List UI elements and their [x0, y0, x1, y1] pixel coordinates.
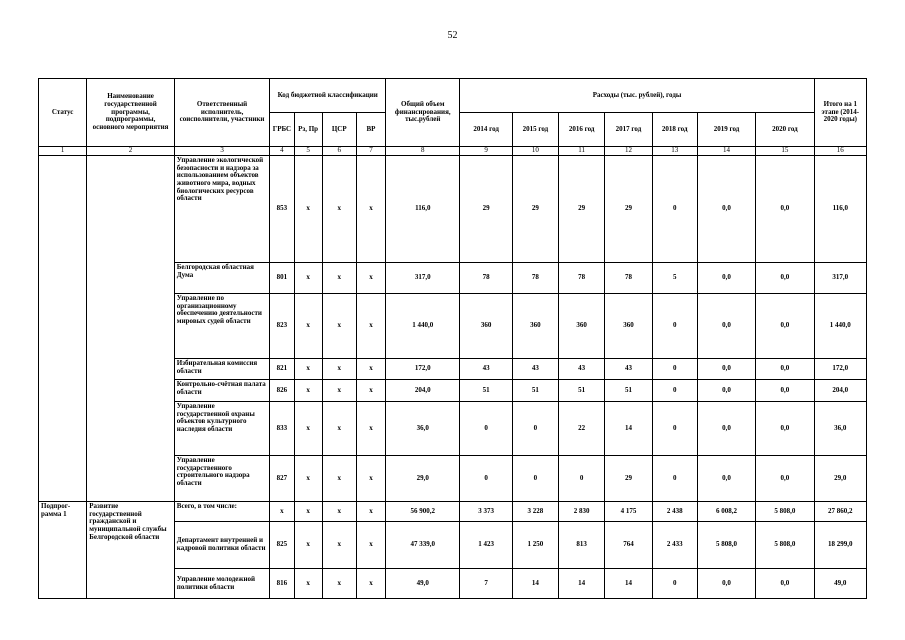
table-row: [39, 156, 867, 263]
rz-cell: х: [294, 156, 322, 263]
executor-cell: Избирательная комиссия области: [174, 359, 270, 380]
year-cell: 360: [559, 294, 605, 359]
year-cell: 43: [512, 359, 558, 380]
executor-cell: Управление молодежной политики области: [174, 569, 270, 599]
stage-total-cell: 1 440,0: [814, 294, 866, 359]
year-cell: 0: [652, 456, 697, 502]
executor-cell: Управление экологической безопасности и надзора за использованием объектов животного мира, водных биологических ресурсов области: [174, 156, 270, 263]
header-csr: ЦСР: [322, 113, 356, 147]
year-cell: 29: [559, 156, 605, 263]
csr-cell: х: [322, 263, 356, 294]
year-cell: 0: [460, 402, 512, 456]
status-cell: [39, 156, 87, 502]
year-cell: 5 808,0: [697, 522, 755, 569]
year-cell: 14: [559, 569, 605, 599]
year-cell: 0: [652, 380, 697, 402]
header-total-stage: Итого на 1 этапе (2014-2020 годы): [814, 79, 866, 147]
header-status: Статус: [39, 79, 87, 147]
program-cell: [87, 156, 175, 502]
total-cell: 47 339,0: [386, 522, 460, 569]
header-executor: Ответственный исполнитель, соисполнители, участники: [174, 79, 270, 147]
grbs-cell: 827: [270, 456, 294, 502]
year-cell: 764: [605, 522, 652, 569]
year-cell: 51: [605, 380, 652, 402]
grbs-cell: 826: [270, 380, 294, 402]
vr-cell: х: [356, 569, 385, 599]
header-year: 2014 год: [460, 113, 512, 147]
grbs-cell: 853: [270, 156, 294, 263]
year-cell: 0,0: [697, 294, 755, 359]
column-number: 9: [460, 147, 512, 156]
executor-cell: Управление государственной охраны объектов культурного наследия области: [174, 402, 270, 456]
year-cell: 22: [559, 402, 605, 456]
grbs-cell: 821: [270, 359, 294, 380]
csr-cell: х: [322, 359, 356, 380]
column-number: 4: [270, 147, 294, 156]
header-year: 2018 год: [652, 113, 697, 147]
rz-cell: х: [294, 294, 322, 359]
stage-total-cell: 204,0: [814, 380, 866, 402]
year-cell: 0,0: [756, 359, 814, 380]
total-cell: 317,0: [386, 263, 460, 294]
header-year: 2019 год: [697, 113, 755, 147]
year-cell: 0,0: [697, 456, 755, 502]
year-cell: 0,0: [756, 569, 814, 599]
year-cell: 78: [605, 263, 652, 294]
rz-cell: х: [294, 522, 322, 569]
year-cell: 5 808,0: [756, 522, 814, 569]
year-cell: 14: [605, 569, 652, 599]
year-cell: 43: [605, 359, 652, 380]
header-year: 2020 год: [756, 113, 814, 147]
csr-cell: х: [322, 380, 356, 402]
stage-total-cell: 29,0: [814, 456, 866, 502]
year-cell: 29: [460, 156, 512, 263]
year-cell: 29: [605, 156, 652, 263]
program-cell: Развитие государственной гражданской и муниципальной службы Белгородской области: [87, 502, 175, 599]
year-cell: 0: [652, 402, 697, 456]
year-cell: 0,0: [697, 359, 755, 380]
column-number: 13: [652, 147, 697, 156]
vr-cell: х: [356, 380, 385, 402]
csr-cell: х: [322, 569, 356, 599]
header-program-name: Наименование государственной программы, подпрограммы, основного мероприятия: [87, 79, 175, 147]
year-cell: 14: [605, 402, 652, 456]
year-cell: 813: [559, 522, 605, 569]
year-cell: 14: [512, 569, 558, 599]
year-cell: 360: [460, 294, 512, 359]
vr-cell: х: [356, 456, 385, 502]
header-grbs: ГРБС: [270, 113, 294, 147]
year-cell: 0,0: [697, 402, 755, 456]
rz-cell: х: [294, 380, 322, 402]
budget-table: [38, 78, 867, 599]
header-budget-code: Код бюджетной классификации: [270, 79, 386, 113]
rz-cell: х: [294, 502, 322, 522]
header-vr: ВР: [356, 113, 385, 147]
year-cell: 0,0: [756, 380, 814, 402]
year-cell: 43: [460, 359, 512, 380]
year-cell: 78: [559, 263, 605, 294]
rz-cell: х: [294, 456, 322, 502]
grbs-cell: 825: [270, 522, 294, 569]
column-number: 1: [39, 147, 87, 156]
csr-cell: х: [322, 502, 356, 522]
vr-cell: х: [356, 156, 385, 263]
year-cell: 29: [512, 156, 558, 263]
vr-cell: х: [356, 359, 385, 380]
header-year: 2015 год: [512, 113, 558, 147]
year-cell: 0: [652, 569, 697, 599]
executor-cell: Всего, в том числе:: [174, 502, 270, 522]
column-number: 14: [697, 147, 755, 156]
rz-cell: х: [294, 402, 322, 456]
header-year: 2016 год: [559, 113, 605, 147]
vr-cell: х: [356, 402, 385, 456]
year-cell: 2 433: [652, 522, 697, 569]
rz-cell: х: [294, 569, 322, 599]
year-cell: 0,0: [697, 263, 755, 294]
year-cell: 1 250: [512, 522, 558, 569]
year-cell: 0,0: [756, 156, 814, 263]
header-expenses: Расходы (тыс. рублей), годы: [460, 79, 814, 113]
stage-total-cell: 116,0: [814, 156, 866, 263]
year-cell: 0: [652, 359, 697, 380]
year-cell: 5 808,0: [756, 502, 814, 522]
year-cell: 0,0: [756, 294, 814, 359]
grbs-cell: х: [270, 502, 294, 522]
column-number: 5: [294, 147, 322, 156]
executor-cell: Управление по организационному обеспечению деятельности мировых судей области: [174, 294, 270, 359]
year-cell: 7: [460, 569, 512, 599]
year-cell: 3 228: [512, 502, 558, 522]
year-cell: 3 373: [460, 502, 512, 522]
csr-cell: х: [322, 522, 356, 569]
total-cell: 172,0: [386, 359, 460, 380]
column-number: 2: [87, 147, 175, 156]
column-number: 3: [174, 147, 270, 156]
year-cell: 0,0: [697, 156, 755, 263]
column-number: 7: [356, 147, 385, 156]
year-cell: 0,0: [697, 380, 755, 402]
column-number: 11: [559, 147, 605, 156]
total-cell: 49,0: [386, 569, 460, 599]
year-cell: 0,0: [756, 456, 814, 502]
year-cell: 43: [559, 359, 605, 380]
year-cell: 0: [652, 156, 697, 263]
column-number: 10: [512, 147, 558, 156]
total-cell: 56 900,2: [386, 502, 460, 522]
stage-total-cell: 27 860,2: [814, 502, 866, 522]
year-cell: 0,0: [756, 263, 814, 294]
stage-total-cell: 49,0: [814, 569, 866, 599]
header-total-funding: Общий объем финансирования, тыс.рублей: [386, 79, 460, 147]
stage-total-cell: 172,0: [814, 359, 866, 380]
executor-cell: Контрольно-счётная палата области: [174, 380, 270, 402]
column-number: 16: [814, 147, 866, 156]
column-number: 6: [322, 147, 356, 156]
csr-cell: х: [322, 294, 356, 359]
column-number: 15: [756, 147, 814, 156]
year-cell: 360: [512, 294, 558, 359]
header-rz-pr: Рз, Пр: [294, 113, 322, 147]
column-number: 8: [386, 147, 460, 156]
executor-cell: Белгородская областная Дума: [174, 263, 270, 294]
total-cell: 29,0: [386, 456, 460, 502]
year-cell: 0: [652, 294, 697, 359]
page-number: 52: [447, 30, 458, 41]
year-cell: 51: [512, 380, 558, 402]
executor-cell: Управление государственного строительного надзора области: [174, 456, 270, 502]
grbs-cell: 816: [270, 569, 294, 599]
year-cell: 0: [512, 402, 558, 456]
total-cell: 204,0: [386, 380, 460, 402]
year-cell: 51: [460, 380, 512, 402]
csr-cell: х: [322, 402, 356, 456]
status-cell: Подпрог-рамма 1: [39, 502, 87, 599]
year-cell: 0: [559, 456, 605, 502]
year-cell: 0: [512, 456, 558, 502]
year-cell: 6 008,2: [697, 502, 755, 522]
table-row: [39, 502, 867, 522]
year-cell: 78: [460, 263, 512, 294]
stage-total-cell: 18 299,0: [814, 522, 866, 569]
year-cell: 0,0: [756, 402, 814, 456]
year-cell: 78: [512, 263, 558, 294]
csr-cell: х: [322, 456, 356, 502]
total-cell: 1 440,0: [386, 294, 460, 359]
year-cell: 0: [460, 456, 512, 502]
year-cell: 2 438: [652, 502, 697, 522]
year-cell: 1 423: [460, 522, 512, 569]
rz-cell: х: [294, 359, 322, 380]
executor-cell: Департамент внутренней и кадровой политики области: [174, 522, 270, 569]
total-cell: 36,0: [386, 402, 460, 456]
year-cell: 360: [605, 294, 652, 359]
year-cell: 29: [605, 456, 652, 502]
year-cell: 4 175: [605, 502, 652, 522]
csr-cell: х: [322, 156, 356, 263]
vr-cell: х: [356, 502, 385, 522]
year-cell: 51: [559, 380, 605, 402]
year-cell: 0,0: [697, 569, 755, 599]
year-cell: 5: [652, 263, 697, 294]
column-number: 12: [605, 147, 652, 156]
stage-total-cell: 36,0: [814, 402, 866, 456]
total-cell: 116,0: [386, 156, 460, 263]
grbs-cell: 823: [270, 294, 294, 359]
grbs-cell: 833: [270, 402, 294, 456]
vr-cell: х: [356, 294, 385, 359]
rz-cell: х: [294, 263, 322, 294]
header-year: 2017 год: [605, 113, 652, 147]
vr-cell: х: [356, 522, 385, 569]
year-cell: 2 830: [559, 502, 605, 522]
grbs-cell: 801: [270, 263, 294, 294]
stage-total-cell: 317,0: [814, 263, 866, 294]
vr-cell: х: [356, 263, 385, 294]
